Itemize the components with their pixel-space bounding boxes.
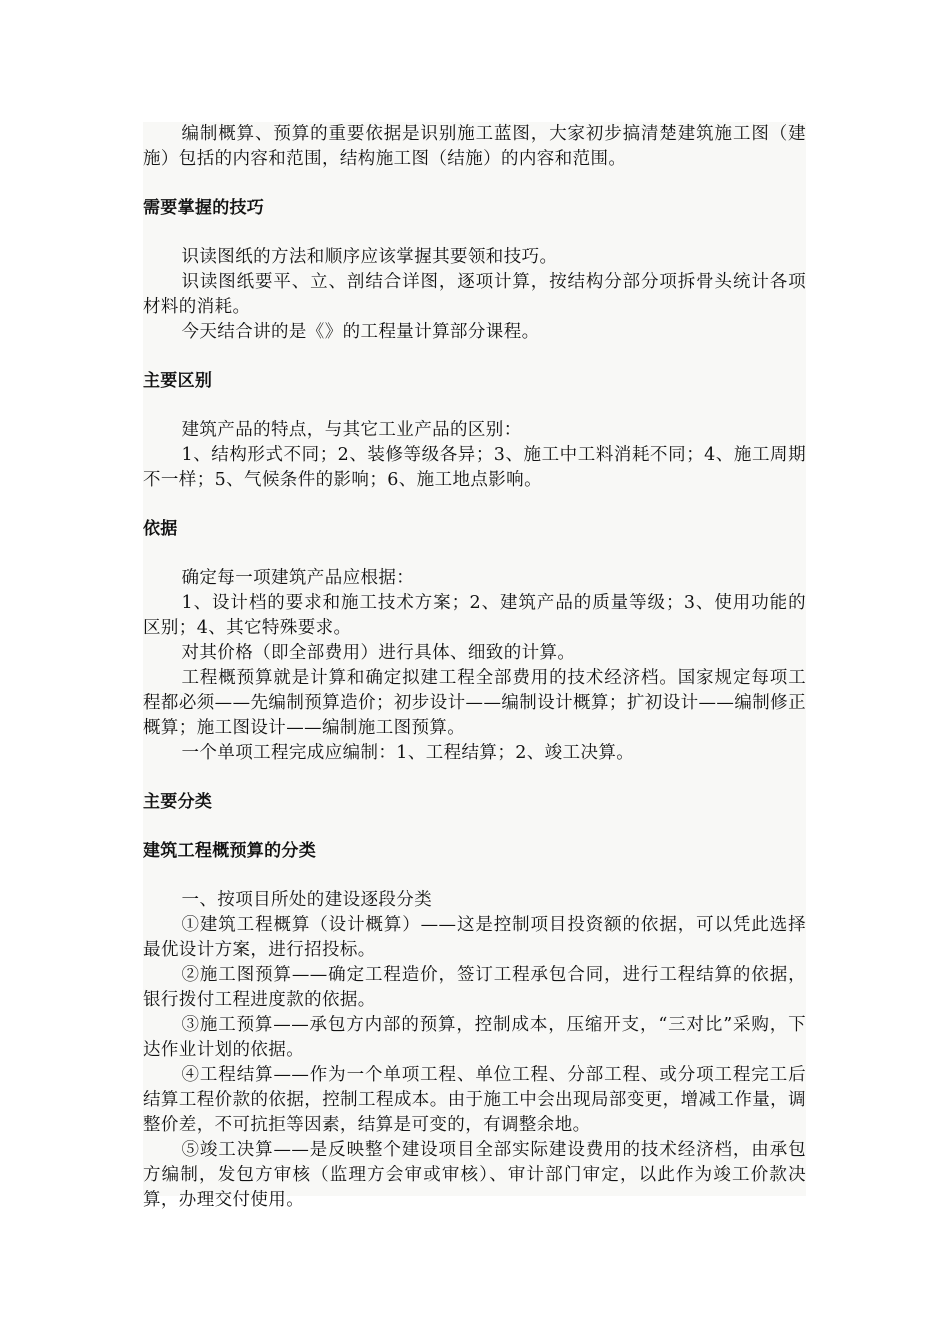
document-body xyxy=(143,122,806,1210)
paragraph: ①建筑工程概算（设计概算）——这是控制项目投资额的依据，可以凭此选择最优设计方案，进行招投标。 xyxy=(143,915,806,960)
section-basis xyxy=(143,517,806,766)
paragraph: 建筑产品的特点，与其它工业产品的区别： xyxy=(181,420,522,440)
section-heading: 需要掌握的技巧 xyxy=(143,198,265,218)
paragraph: 对其价格（即全部费用）进行具体、细致的计算。 xyxy=(181,643,576,663)
paragraph: 识读图纸要平、立、剖结合详图，逐项计算，按结构分部分项拆骨头统计各项材料的消耗。 xyxy=(143,272,806,317)
section-heading: 建筑工程概预算的分类 xyxy=(143,841,316,861)
paragraph: 今天结合讲的是《》的工程量计算部分课程。 xyxy=(181,322,540,342)
paragraph: ⑤竣工决算——是反映整个建设项目全部实际建设费用的技术经济档，由承包方编制，发包方审核（监理方会审或审核）、审计部门审定，以此作为竣工价款决算，办理交付使用。 xyxy=(143,1140,806,1210)
section-heading: 主要分类 xyxy=(143,792,213,812)
section-heading: 依据 xyxy=(143,519,178,539)
paragraph: 识读图纸的方法和顺序应该掌握其要领和技巧。 xyxy=(181,247,558,267)
paragraph: ④工程结算——作为一个单项工程、单位工程、分部工程、或分项工程完工后结算工程价款的依据，控制工程成本。由于施工中会出现局部变更，增减工作量，调整价差，不可抗拒等因素，结算是可变的，有调整余地。 xyxy=(143,1065,806,1135)
intro-paragraph: 编制概算、预算的重要依据是识别施工蓝图，大家初步搞清楚建筑施工图（建施）包括的内容和范围，结构施工图（结施）的内容和范围。 xyxy=(143,124,806,169)
section-heading: 主要区别 xyxy=(143,371,213,391)
paragraph: 一、按项目所处的建设逐段分类 xyxy=(181,890,433,910)
section-classification xyxy=(143,790,806,815)
section-budget-classification xyxy=(143,839,806,1213)
section-differences xyxy=(143,369,806,493)
paragraph: 一个单项工程完成应编制：1、工程结算；2、竣工决算。 xyxy=(181,743,635,763)
section-skills xyxy=(143,196,806,345)
paragraph: ②施工图预算——确定工程造价，签订工程承包合同，进行工程结算的依据，银行拨付工程进度款的依据。 xyxy=(143,965,806,1010)
paragraph: 1、设计档的要求和施工技术方案；2、建筑产品的质量等级；3、使用功能的区别；4、其它特殊要求。 xyxy=(143,593,806,638)
paragraph: ③施工预算——承包方内部的预算，控制成本，压缩开支，“三对比”采购，下达作业计划的依据。 xyxy=(143,1015,806,1060)
paragraph: 1、结构形式不同；2、装修等级各异；3、施工中工料消耗不同；4、施工周期不一样；5、气候条件的影响；6、施工地点影响。 xyxy=(143,445,806,490)
paragraph: 工程概预算就是计算和确定拟建工程全部费用的技术经济档。国家规定每项工程都必须——先编制预算造价；初步设计——编制设计概算；扩初设计——编制修正概算；施工图设计——编制施工图预算。 xyxy=(143,668,806,738)
paragraph: 确定每一项建筑产品应根据： xyxy=(181,568,415,588)
